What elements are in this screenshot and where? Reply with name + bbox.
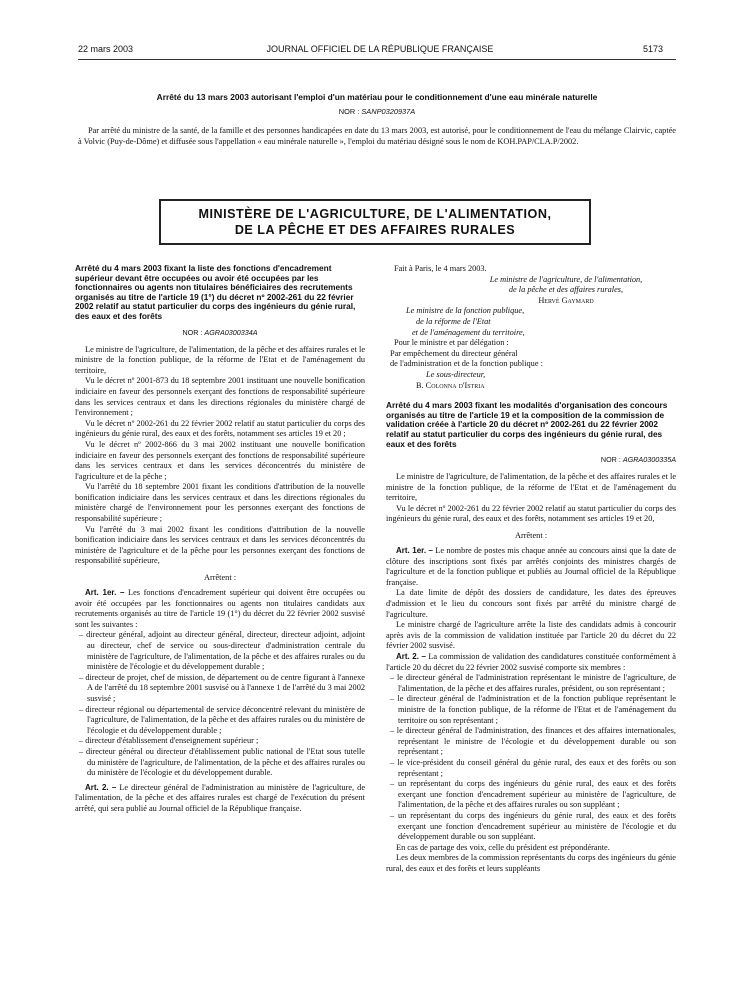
left-vu-4: Vu l'arrêté du 18 septembre 2001 fixant les conditions d'attribution de la nouvelle bonification indiciaire dans les services centraux et dans les directions régionales du ministère chargé de l'environnement pour les personnes exerçant des fonctions de responsabilité supérieure ; bbox=[75, 482, 365, 524]
signature-sous-directeur: Le sous-directeur, bbox=[426, 369, 486, 379]
right-arretent: Arrêtent : bbox=[514, 531, 548, 541]
list-item: – le directeur général de l'administration, des finances et des affaires internationales, représentant le ministre de l'écologie et du développement durable ou son représentant ; bbox=[390, 726, 676, 757]
left-arretent: Arrêtent : bbox=[203, 573, 237, 583]
signature-minister-fonction-publique: Le ministre de la fonction publique, de la réforme de l'Etat et de l'aménagement du territoire, bbox=[406, 306, 525, 337]
right-member-list bbox=[386, 673, 676, 843]
right-art2: Art. 2. – La commission de validation des candidatures constituée conformément à l'article 20 du décret du 22 février 2002 susvisé comporte six membres : bbox=[386, 652, 676, 672]
signature-place-date: Fait à Paris, le 4 mars 2003. bbox=[394, 264, 487, 273]
right-vu: Vu le décret nº 2002-261 du 22 février 2002 relatif au statut particulier du corps des ingénieurs du génie rural, des eaux et des forêts, notamment ses articles 19 et 20, bbox=[386, 503, 676, 524]
list-item: – le directeur général de l'administration représentant le ministre de l'agriculture, de l'alimentation, de la pêche et des affaires rurales, président, ou son représentant ; bbox=[390, 673, 677, 693]
left-intro: Le ministre de l'agriculture, de l'alimentation, de la pêche et des affaires rurales et le ministre de la fonction publique, de la réforme de l'Etat et de l'aménagement du territoire, bbox=[75, 344, 365, 375]
list-item: – directeur général ou directeur d'établissement public national de l'Etat sous tutelle du ministère de l'agriculture, de l'alimentation, de la pêche et des affaires rurales ou du ministère de l'écologie et du développement durable. bbox=[79, 746, 365, 778]
list-item: – un représentant du corps des ingénieurs du génie rural, des eaux et des forêts exerçant une fonction d'encadrement supérieur au ministère de l'écologie et du développement durable ou son suppléant. bbox=[390, 810, 676, 842]
ministry-heading-line1: MINISTÈRE DE L'AGRICULTURE, DE L'ALIMENTATION, bbox=[198, 207, 552, 221]
right-para-partage: En cas de partage des voix, celle du président est prépondérante. bbox=[396, 842, 610, 852]
right-column bbox=[386, 264, 676, 874]
list-item: – directeur de projet, chef de mission, de département ou de centre figurant à l'annexe A de l'arrêté du 18 septembre 2001 susvisé ou à l'annexe 1 de l'arrêté du 3 mai 2002 susvisé ; bbox=[79, 672, 365, 703]
list-item: – directeur régional ou départemental de service déconcentré relevant du ministère de l'agriculture, de l'alimentation, de la pêche et des affaires rurales ou du ministère de l'écologie et du développement durable ; bbox=[79, 704, 365, 735]
left-decree-title: Arrêté du 4 mars 2003 fixant la liste des fonctions d'encadrement supérieur devant être occupées ou avoir été occupées par les fonctionnaires ou agents non titulaires bénéficiaires des recrutements organisés au titre de l'article 19 (1°) du décret nº 2002-261 du 22 février 2002 relatif au statut particulier du corps des ingénieurs du génie rural, des eaux et des forêts bbox=[75, 263, 356, 321]
list-item: – directeur d'établissement d'enseignement supérieur ; bbox=[79, 736, 259, 746]
journal-title: JOURNAL OFFICIEL DE LA RÉPUBLIQUE FRANÇAISE bbox=[266, 44, 494, 54]
issue-date: 22 mars 2003 bbox=[78, 44, 134, 54]
list-item: – le vice-président du conseil général du génie rural, des eaux et des forêts ou son représentant ; bbox=[390, 757, 676, 778]
left-vu-2: Vu le décret nº 2002-261 du 22 février 2002 relatif au statut particulier du corps des ingénieurs du génie rural, des eaux et des forêts, notamment ses articles 19 et 20 ; bbox=[75, 418, 365, 439]
signature-minister-agriculture: Le ministre de l'agriculture, de l'alimentation, de la pêche et des affaires rurales, bbox=[489, 274, 643, 295]
right-art1: Art. 1er. – Le nombre de postes mis chaque année au concours ainsi que la date de clôture des inscriptions sont fixés par arrêtés conjoints des ministres chargés de l'agriculture et de la fonction publique et publiés au Journal officiel de la République française. bbox=[386, 546, 677, 587]
top-decree-title: Arrêté du 13 mars 2003 autorisant l'emploi d'un matériau pour le conditionnement d'une eau minérale naturelle bbox=[156, 92, 598, 102]
signature-empechement: Par empêchement du directeur général de l'administration et de la fonction publique : bbox=[390, 348, 543, 369]
top-decree-body: Par arrêté du ministre de la santé, de la famille et des personnes handicapées en date du 13 mars 2003, est autorisé, pour le conditionnement de l'eau du mélange Clairvic, captée à Volvic (Puy-de-Dôme) et diffusée sous l'appellation « eau minérale naturelle », l'emploi du matériau désigné sous le nom de KOH.PAP/CLA.P/2002. bbox=[78, 126, 676, 146]
list-item: – le directeur général de l'administration et de la fonction publique représentant le ministre de la fonction publique, de la réforme de l'Etat et de l'aménagement du territoire ou son représentant ; bbox=[390, 694, 676, 725]
left-art2: Art. 2. – Le directeur général de l'administration au ministère de l'agriculture, de l'alimentation, de la pêche et des affaires rurales est chargé de l'exécution du présent arrêté, qui sera publié au Journal officiel de la République française. bbox=[75, 782, 365, 813]
ministry-heading-box bbox=[159, 199, 591, 245]
left-function-list bbox=[75, 630, 365, 778]
signature-name-gaymard: Hervé Gaymard bbox=[538, 295, 594, 305]
list-item: – un représentant du corps des ingénieurs du génie rural, des eaux et des forêts exerçant une fonction d'encadrement supérieur au ministère de l'agriculture, de l'alimentation, de la pêche et des affaires rurales ou son suppléant ; bbox=[390, 779, 676, 810]
left-vu-1: Vu le décret nº 2001-873 du 18 septembre 2001 instituant une nouvelle bonification indiciaire en faveur des personnels exerçant des fonctions de responsabilité supérieure dans les services centraux et dans les directions régionales du ministère chargé de l'environnement ; bbox=[75, 376, 365, 418]
right-intro: Le ministre de l'agriculture, de l'alimentation, de la pêche et des affaires rurales et le ministre de la fonction publique, de la réforme de l'Etat et de l'aménagement du territoire, bbox=[386, 472, 676, 503]
right-para-liste: Le ministre chargé de l'agriculture arrête la liste des candidats admis à concourir après avis de la commission de validation instituée par l'article 20 du décret du 22 février 2002 susvisé. bbox=[386, 620, 676, 651]
page-number: 5173 bbox=[643, 44, 664, 54]
ministry-heading-line2: DE LA PÊCHE ET DES AFFAIRES RURALES bbox=[234, 223, 516, 237]
left-column bbox=[75, 264, 365, 815]
list-item: – directeur général, adjoint au directeur général, directeur, directeur adjoint, adjoint au directeur, chef de service ou sous-directeur d'administration centrale du ministère de l'agriculture, de l'alimentation, de la pêche et des affaires rurales ou du ministère de l'écologie et du développement durable ; bbox=[79, 630, 365, 672]
left-vu-5: Vu l'arrêté du 3 mai 2002 fixant les conditions d'attribution de la nouvelle bonification indiciaire dans les services centraux et dans les services déconcentrés du ministère de l'agriculture et de la pêche pour les personnes exerçant des fonctions de responsabilité supérieure, bbox=[75, 524, 365, 566]
right-para-membres: Les deux membres de la commission représentants du corps des ingénieurs du génie rural, des eaux et des forêts et leurs suppléants bbox=[386, 853, 676, 873]
top-decree-nor: NOR : SANP0320937A bbox=[338, 107, 416, 116]
right-para-dates: La date limite de dépôt des dossiers de candidature, les dates des épreuves d'admission et le lieu du concours sont fixés par arrêté du ministre chargé de l'agriculture. bbox=[386, 588, 676, 619]
signature-delegation: Pour le ministre et par délégation : bbox=[394, 338, 509, 348]
page-header bbox=[0, 44, 748, 58]
left-art1: Art. 1er. – Les fonctions d'encadrement supérieur qui doivent être occupées ou avoir été occupées par les fonctionnaires ou agents non titulaires candidats aux recrutements organisés au titre de l'article 19 (1°) du décret du 22 février 2002 susvisé sont les suivantes : bbox=[75, 588, 366, 629]
header-rule bbox=[78, 59, 676, 60]
right-decree-title: Arrêté du 4 mars 2003 fixant les modalités d'organisation des concours organisés au titre de l'article 19 et la composition de la commission de validation créée à l'article 20 du décret nº 2002-261 du 22 février 2002 relatif au statut particulier du corps des ingénieurs du génie rural, des eaux et des forêts bbox=[386, 400, 668, 449]
left-decree-nor: NOR : AGRA0300334A bbox=[182, 327, 258, 337]
left-vu-3: Vu le décret nº 2002-866 du 3 mai 2002 instituant une nouvelle bonification indiciaire en faveur des personnels exerçant des fonctions de responsabilité supérieure dans les services centraux et dans les services déconcentrés du ministère de l'agriculture et de la pêche ; bbox=[75, 439, 365, 481]
signature-name-colonna: B. Colonna d'Istria bbox=[416, 380, 485, 390]
right-decree-nor: NOR : AGRA0300335A bbox=[600, 455, 676, 465]
